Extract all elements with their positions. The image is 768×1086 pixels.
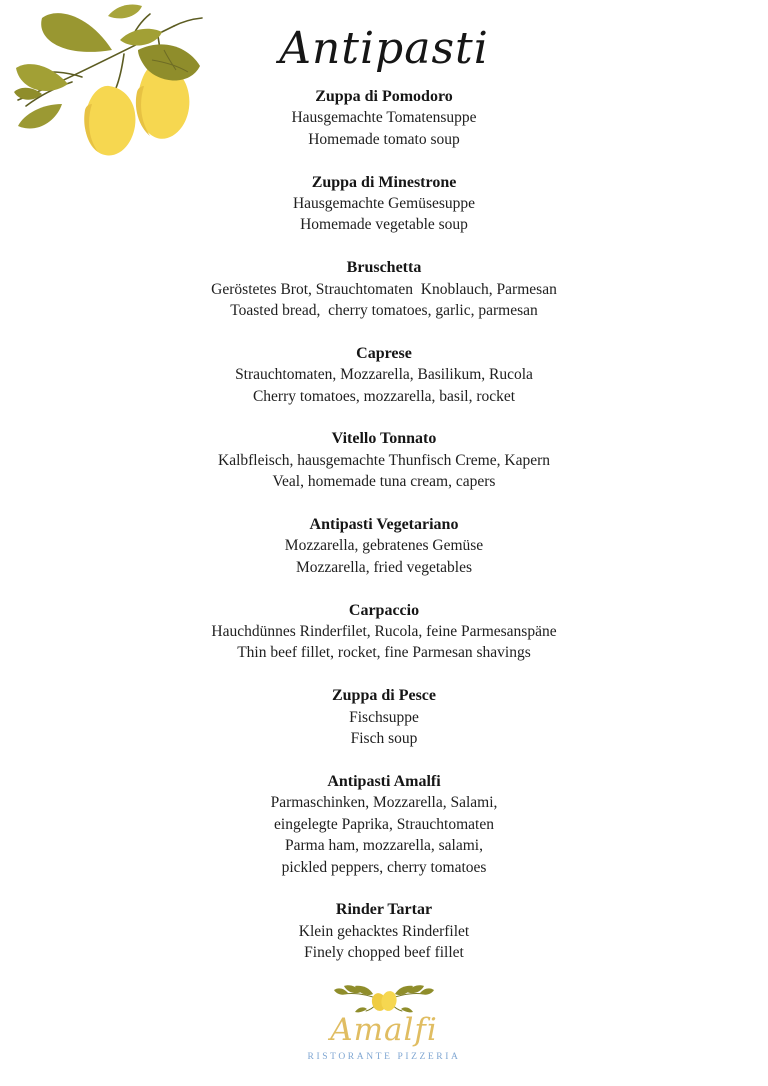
- lemon-spray-icon: [334, 985, 434, 1013]
- dish-desc-en: Thin beef fillet, rocket, fine Parmesan shavings: [237, 644, 531, 662]
- dish-desc-de: Hausgemachte Gemüsesuppe: [292, 195, 476, 213]
- dish-desc-de: Kalbfleisch, hausgemachte Thunfisch Creme, Kapern: [218, 451, 550, 469]
- dish-desc-en: Cherry tomatoes, mozzarella, basil, rocket: [252, 387, 516, 405]
- brand-name: Amalfi: [330, 1011, 438, 1048]
- dish-desc-en: Toasted bread, cherry tomatoes, garlic, parmesan: [230, 302, 538, 320]
- dish-name: Caprese: [356, 344, 412, 362]
- dish-desc-de: Mozzarella, gebratenes Gemüse: [284, 537, 484, 555]
- dish-name: Vitello Tonnato: [331, 430, 437, 448]
- dish-desc-en: Homemade vegetable soup: [300, 216, 468, 234]
- menu-item: [0, 685, 768, 749]
- dish-name: Antipasti Vegetariano: [309, 516, 459, 534]
- dish-name: Rinder Tartar: [335, 901, 433, 919]
- dish-desc-en: Finely chopped beef fillet: [304, 944, 464, 962]
- dish-desc-de: Hausgemachte Tomatensuppe: [291, 109, 477, 127]
- dish-desc-en: Homemade tomato soup: [308, 130, 460, 148]
- page-title: Antipasti: [279, 23, 489, 74]
- dish-desc-en: pickled peppers, cherry tomatoes: [281, 858, 487, 876]
- dish-name: Zuppa di Pesce: [331, 687, 436, 705]
- dish-desc-de: Parmaschinken, Mozzarella, Salami,: [270, 794, 498, 812]
- dish-name: Antipasti Amalfi: [327, 772, 441, 790]
- lemon-branch-icon: [12, 2, 217, 162]
- menu-item: [0, 428, 768, 492]
- dish-desc-en: Mozzarella, fried vegetables: [295, 558, 472, 576]
- dish-desc-de: eingelegte Paprika, Strauchtomaten: [274, 815, 494, 833]
- dish-name: Zuppa di Pomodoro: [315, 88, 453, 105]
- dish-name: Bruschetta: [346, 259, 422, 277]
- dish-desc-de: Fischsuppe: [349, 708, 419, 726]
- menu-item: [0, 257, 768, 321]
- menu-item: [0, 600, 768, 664]
- menu-item: [0, 343, 768, 407]
- menu-list: [0, 80, 768, 964]
- dish-desc-de: Geröstetes Brot, Strauchtomaten Knoblauch, Parmesan: [211, 280, 557, 298]
- dish-name: Carpaccio: [348, 601, 420, 619]
- brand-tagline: RISTORANTE PIZZERIA: [307, 1051, 461, 1062]
- menu-item: [0, 172, 768, 236]
- dish-desc-de: Hauchdünnes Rinderfilet, Rucola, feine Parmesanspäne: [211, 623, 557, 641]
- dish-name: Zuppa di Minestrone: [311, 173, 457, 191]
- dish-desc-en: Parma ham, mozzarella, salami,: [285, 837, 483, 855]
- dish-desc-en: Fisch soup: [350, 730, 418, 748]
- menu-item: [0, 771, 768, 878]
- menu-item: [0, 899, 768, 963]
- dish-desc-de: Klein gehacktes Rinderfilet: [298, 922, 470, 940]
- menu-item: [0, 514, 768, 578]
- dish-desc-de: Strauchtomaten, Mozzarella, Basilikum, Rucola: [235, 366, 533, 384]
- dish-desc-en: Veal, homemade tuna cream, capers: [272, 473, 496, 491]
- restaurant-logo: [0, 985, 768, 1062]
